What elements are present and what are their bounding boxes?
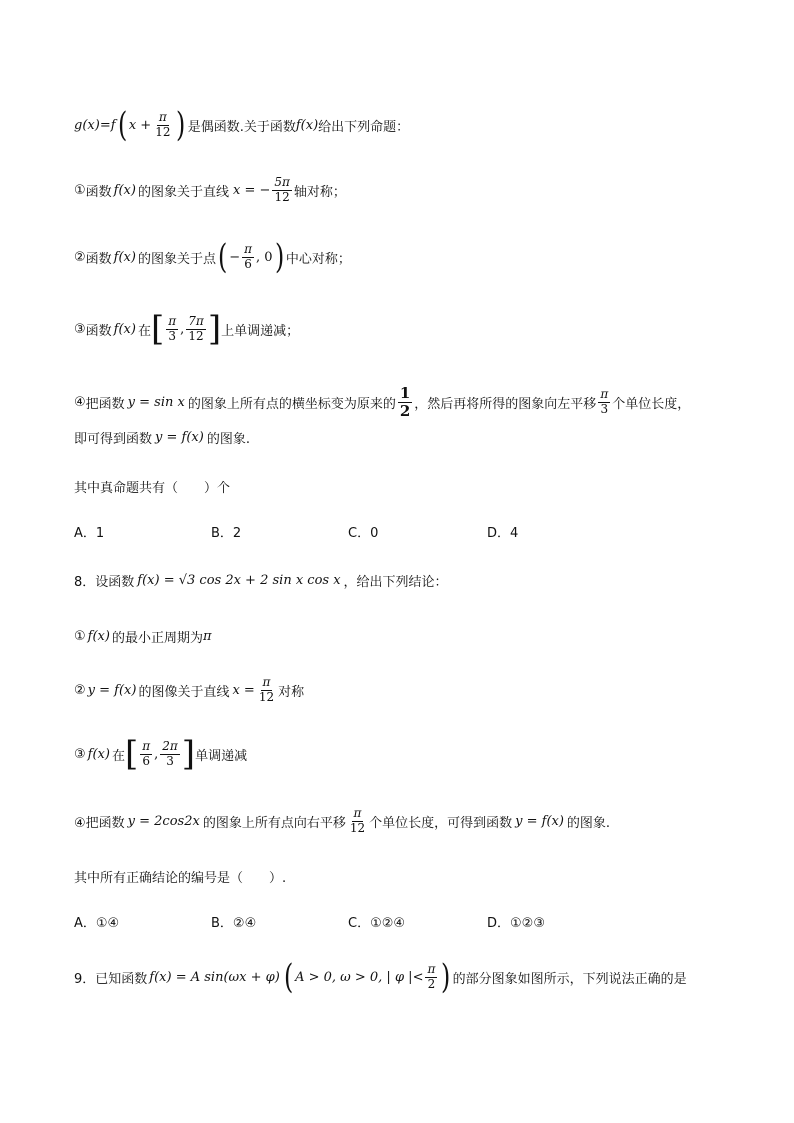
q8-option-d[interactable]: D．①②③ bbox=[487, 916, 545, 931]
text: 函数 bbox=[85, 251, 112, 267]
marker: ④ bbox=[74, 395, 86, 411]
text: 的图象关于直线 bbox=[137, 184, 229, 200]
right-bracket: ] bbox=[207, 309, 222, 349]
text: 单调递减 bbox=[195, 748, 248, 764]
fraction-1-2: $\frac{1}{2}$ bbox=[399, 384, 411, 421]
coordinate: , 0 bbox=[256, 249, 273, 265]
marker: ③ bbox=[74, 746, 86, 762]
proposition-3 bbox=[74, 309, 300, 349]
text: 的图象. bbox=[206, 432, 250, 447]
fraction-5pi-12: $\frac{5\pi}{12}$ bbox=[274, 175, 290, 204]
text: 把函数 bbox=[85, 397, 125, 413]
q7-option-c[interactable]: C．0 bbox=[348, 526, 379, 541]
q8-option-c[interactable]: C．①②④ bbox=[348, 916, 406, 931]
left-paren: ( bbox=[217, 237, 228, 277]
q8-statement-3 bbox=[74, 734, 248, 774]
proposition-4 bbox=[74, 385, 690, 421]
text: 9．已知函数 bbox=[74, 971, 148, 987]
text: 8．设函数 bbox=[74, 575, 135, 590]
fraction-pi-12: $\frac{\pi}{12}$ bbox=[349, 806, 366, 835]
fraction-7pi-12: $\frac{7\pi}{12}$ bbox=[188, 313, 204, 343]
equals: = bbox=[99, 117, 111, 133]
text: 的图像关于直线 bbox=[138, 684, 230, 700]
x-equals: x = bbox=[232, 682, 255, 698]
fraction-pi-3: $\frac{\pi}{3}$ bbox=[600, 387, 609, 417]
q8-header bbox=[74, 571, 448, 590]
x-equals: x = − bbox=[232, 182, 271, 198]
q7-question bbox=[74, 477, 230, 496]
x-plus: x + bbox=[128, 117, 152, 133]
text: 其中所有正确结论的编号是（ ）. bbox=[74, 871, 287, 886]
fx: f(x) bbox=[113, 249, 136, 265]
text: 的图象上所有点的横坐标变为原来的 bbox=[187, 397, 396, 413]
proposition-1 bbox=[74, 176, 346, 205]
proposition-4-cont bbox=[74, 428, 250, 447]
y-equals-fx: y = f(x) bbox=[515, 813, 564, 829]
fraction-pi-2: $\frac{\pi}{2}$ bbox=[427, 961, 436, 991]
f-symbol: f bbox=[110, 117, 116, 133]
q9-header bbox=[74, 957, 687, 997]
intro-line bbox=[74, 105, 410, 145]
text: ，然后再将所得的图象向左平移 bbox=[414, 397, 597, 413]
left-bracket: [ bbox=[150, 309, 165, 349]
text: 函数 bbox=[85, 184, 112, 200]
q7-option-a[interactable]: A．1 bbox=[74, 526, 105, 541]
q7-option-b[interactable]: B．2 bbox=[211, 526, 242, 541]
marker: ② bbox=[74, 249, 86, 265]
fraction-pi-12: $\frac{\pi}{12}$ bbox=[155, 109, 171, 139]
fx: f(x) bbox=[113, 321, 136, 337]
text: 的最小正周期为 bbox=[111, 631, 203, 646]
fx: f(x) bbox=[113, 182, 136, 198]
fraction-pi-6: $\frac{\pi}{6}$ bbox=[142, 738, 151, 768]
right-bracket: ] bbox=[181, 734, 196, 774]
text: ④把函数 bbox=[74, 815, 125, 831]
text: 的图象关于点 bbox=[137, 251, 216, 267]
pi: π bbox=[202, 629, 212, 644]
fx: f(x) bbox=[87, 629, 110, 644]
intro-text-2: 给出下列命题： bbox=[318, 119, 410, 135]
q8-option-a[interactable]: A．①④ bbox=[74, 916, 120, 931]
y-equals-fx: y = f(x) bbox=[87, 682, 137, 698]
text: ，给出下列结论： bbox=[343, 575, 448, 590]
sin-expression: y = sin x bbox=[127, 395, 185, 411]
text: 上单调递减； bbox=[221, 323, 300, 339]
left-bracket: [ bbox=[124, 734, 139, 774]
intro-text: 是偶函数.关于函数 bbox=[187, 119, 296, 135]
fx: f(x) bbox=[87, 746, 110, 762]
right-paren: ) bbox=[274, 237, 284, 277]
condition: A > 0, ω > 0, | φ |< bbox=[295, 969, 424, 985]
function-expression: f(x) = A sin(ωx + φ) bbox=[149, 969, 280, 985]
text: 其中真命题共有（ ）个 bbox=[74, 481, 231, 496]
marker: ② bbox=[74, 682, 86, 698]
left-paren: ( bbox=[117, 105, 127, 145]
right-paren: ) bbox=[441, 957, 451, 997]
text: 函数 bbox=[85, 323, 112, 339]
text: 对称 bbox=[278, 684, 305, 700]
marker: ① bbox=[74, 182, 86, 198]
q8-statement-2 bbox=[74, 676, 304, 705]
g-of-x: g(x) bbox=[74, 117, 100, 133]
q8-question bbox=[74, 867, 286, 886]
right-paren: ) bbox=[176, 105, 186, 145]
fraction-pi-12: $\frac{\pi}{12}$ bbox=[258, 675, 275, 704]
q8-option-b[interactable]: B．②④ bbox=[211, 916, 257, 931]
comma: , bbox=[180, 321, 185, 337]
function-expression: f(x) = √3 cos 2x + 2 sin x cos x bbox=[137, 573, 341, 588]
text: 个单位长度，可得到函数 bbox=[369, 815, 513, 831]
text: 在 bbox=[137, 323, 151, 339]
text: 个单位长度， bbox=[612, 397, 691, 413]
fraction-pi-6: $\frac{\pi}{6}$ bbox=[244, 241, 253, 271]
marker: ③ bbox=[74, 321, 86, 337]
text: 在 bbox=[111, 748, 125, 764]
text: 的部分图象如图所示，下列说法正确的是 bbox=[452, 971, 687, 987]
marker: ① bbox=[74, 629, 86, 644]
left-paren: ( bbox=[283, 957, 294, 997]
text: 的图象. bbox=[566, 815, 611, 831]
q8-statement-4 bbox=[74, 807, 610, 836]
comma: , bbox=[154, 746, 159, 762]
text: 即可得到函数 bbox=[74, 432, 153, 447]
fraction-2pi-3: $\frac{2\pi}{3}$ bbox=[162, 738, 178, 768]
fx: f(x) bbox=[295, 117, 319, 133]
text: 轴对称； bbox=[293, 184, 346, 200]
q7-option-d[interactable]: D．4 bbox=[487, 526, 519, 541]
q8-statement-1 bbox=[74, 627, 212, 646]
minus: − bbox=[229, 249, 241, 265]
y-equals-fx: y = f(x) bbox=[155, 430, 204, 445]
cos-expression: y = 2cos2x bbox=[127, 813, 200, 829]
proposition-2 bbox=[74, 237, 351, 277]
text: 中心对称； bbox=[285, 251, 351, 267]
text: 的图象上所有点向右平移 bbox=[202, 815, 346, 831]
fraction-pi-3: $\frac{\pi}{3}$ bbox=[168, 313, 177, 343]
